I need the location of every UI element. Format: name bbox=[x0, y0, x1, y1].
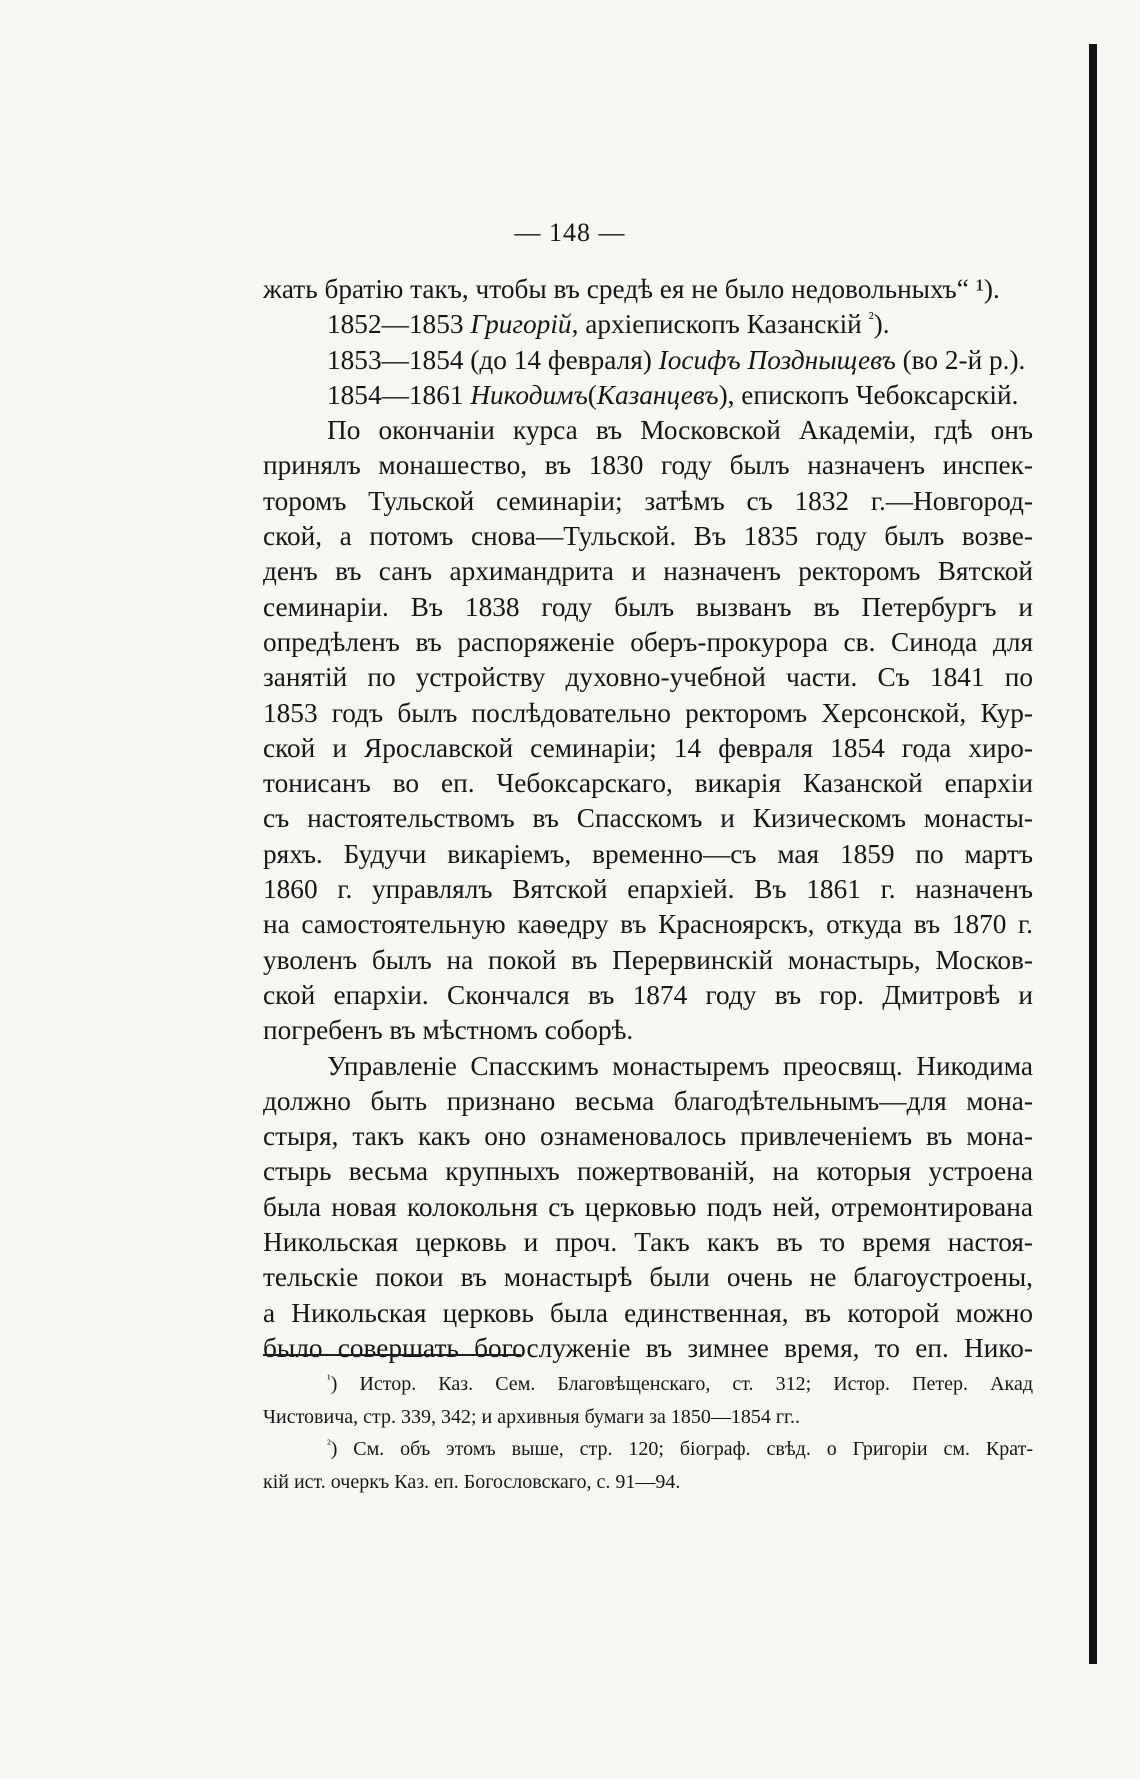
page-edge-bar bbox=[1089, 44, 1097, 1664]
entry-1854-alias: Казанцевъ bbox=[596, 379, 719, 410]
paragraph-biography bbox=[263, 413, 1033, 1048]
entry-1854-name: Никодимъ bbox=[470, 379, 588, 410]
entry-1852-years: 1852—1853 bbox=[327, 309, 464, 340]
text-line: Управленіе Спасскимъ монастыремъ преосвящ. Никодима bbox=[327, 1050, 1033, 1081]
entry-1854 bbox=[263, 378, 1033, 413]
footnote-1-line-2: Чистовича, стр. 339, 342; и архивныя бумаги за 1850—1854 гг.. bbox=[263, 1405, 801, 1428]
footnote-1-mark: ¹ bbox=[327, 1372, 331, 1387]
entry-1853-name: Іосифъ Поздныщевъ bbox=[658, 344, 896, 375]
footnote-1-text: ) Истор. Каз. Сем. Благовѣщенскаго, ст. 312; Истор. Петер. Акад bbox=[330, 1373, 1033, 1395]
entry-1852 bbox=[263, 307, 1033, 342]
text-line: погребенъ въ мѣстномъ соборѣ. bbox=[263, 1015, 634, 1046]
footnotes bbox=[263, 1368, 1033, 1498]
text-line: Никольская церковь и проч. Такъ какъ въ то время настоя- bbox=[263, 1227, 1033, 1258]
footnote-2-line-2: кій ист. очеркъ Каз. еп. Богословскаго, с. 91—94. bbox=[263, 1470, 681, 1493]
text-line: опредѣленъ въ распоряженіе оберъ-прокурора св. Синода для bbox=[263, 626, 1033, 657]
entry-1854-rest: ), епископъ Чебоксарскій. bbox=[718, 379, 1019, 410]
page-number: — 148 — bbox=[514, 218, 626, 247]
text-line: торомъ Тульской семинаріи; затѣмъ съ 1832 г.—Новгород- bbox=[263, 485, 1033, 516]
footnote-2-mark: ² bbox=[327, 1437, 331, 1452]
footnote-1-line-1 bbox=[263, 1368, 1033, 1401]
text-line: должно быть признано весьма благодѣтельнымъ—для мона- bbox=[263, 1085, 1033, 1116]
text-line: стырь весьма крупныхъ пожертвованій, на которыя устроена bbox=[263, 1156, 1033, 1187]
entry-1853-rest: (во 2-й р.). bbox=[902, 344, 1026, 375]
entry-1853 bbox=[263, 343, 1033, 378]
text-line: была новая колокольня съ церковью подъ ней, отремонтирована bbox=[263, 1191, 1033, 1222]
entry-1852-rest: , архіепископъ Казанскій bbox=[571, 309, 862, 340]
text-line: принялъ монашество, въ 1830 году былъ назначенъ инспек- bbox=[263, 450, 1033, 481]
text-line: ской, а потомъ снова—Тульской. Въ 1835 году былъ возве- bbox=[263, 521, 1033, 552]
text-line: уволенъ былъ на покой въ Перервинскій монастырь, Москов- bbox=[263, 944, 1033, 975]
text-line: 1853 годъ былъ послѣдовательно ректоромъ Херсонской, Кур- bbox=[263, 697, 1033, 728]
text-line: занятій по устройству духовно-учебной части. Съ 1841 по bbox=[263, 662, 1033, 693]
text-line: а Никольская церковь была единственная, въ которой можно bbox=[263, 1297, 1033, 1328]
text-line: По окончаніи курса въ Московской Академіи, гдѣ онъ bbox=[327, 415, 1033, 446]
text-line: стыря, такъ какъ оно ознаменовалось привлеченіемъ въ мона- bbox=[263, 1121, 1033, 1152]
text-line: 1860 г. управлялъ Вятской епархіей. Въ 1861 г. назначенъ bbox=[263, 874, 1033, 905]
entry-1852-end: ). bbox=[873, 309, 890, 340]
entry-1852-name: Григорій bbox=[470, 309, 572, 340]
entry-1854-paren: ( bbox=[587, 379, 597, 410]
quote-ending-line: жать братію такъ, чтобы въ средѣ ея не было недовольныхъ“ ¹). bbox=[263, 274, 1000, 304]
text-line: семинаріи. Въ 1838 году былъ вызванъ въ Петербургъ и bbox=[263, 591, 1033, 622]
text-line: съ настоятельствомъ въ Спасскомъ и Кизическомъ монасты- bbox=[263, 803, 1033, 834]
text-line: было совершать богослуженіе въ зимнее время, то еп. Нико- bbox=[263, 1332, 1033, 1363]
text-line: ской епархіи. Скончался въ 1874 году въ гор. Дмитровѣ и bbox=[263, 979, 1033, 1010]
entry-1852-footnote-ref[interactable]: ² bbox=[868, 309, 874, 328]
text-line: тонисанъ во еп. Чебоксарскаго, викарія Казанской епархіи bbox=[263, 768, 1033, 799]
text-line: на самостоятельную каѳедру въ Красноярскъ, откуда въ 1870 г. bbox=[263, 909, 1033, 940]
entry-1853-years: 1853—1854 (до 14 февраля) bbox=[327, 344, 652, 375]
text-line: денъ въ санъ архимандрита и назначенъ ректоромъ Вятской bbox=[263, 556, 1033, 587]
paragraph-administration bbox=[263, 1049, 1033, 1367]
footnote-divider bbox=[263, 1354, 521, 1356]
text-line: тельскіе покои въ монастырѣ были очень не благоустроены, bbox=[263, 1262, 1033, 1293]
footnote-2-line-1 bbox=[263, 1433, 1033, 1466]
footnote-2-text: ) См. объ этомъ выше, стр. 120; біограф. свѣд. о Григоріи см. Крат- bbox=[330, 1438, 1033, 1460]
entry-1854-years: 1854—1861 bbox=[327, 379, 464, 410]
text-line: ряхъ. Будучи викаріемъ, временно—съ мая 1859 по мартъ bbox=[263, 838, 1033, 869]
body-text bbox=[263, 272, 1033, 1366]
text-line: ской и Ярославской семинаріи; 14 февраля 1854 года хиро- bbox=[263, 732, 1033, 763]
